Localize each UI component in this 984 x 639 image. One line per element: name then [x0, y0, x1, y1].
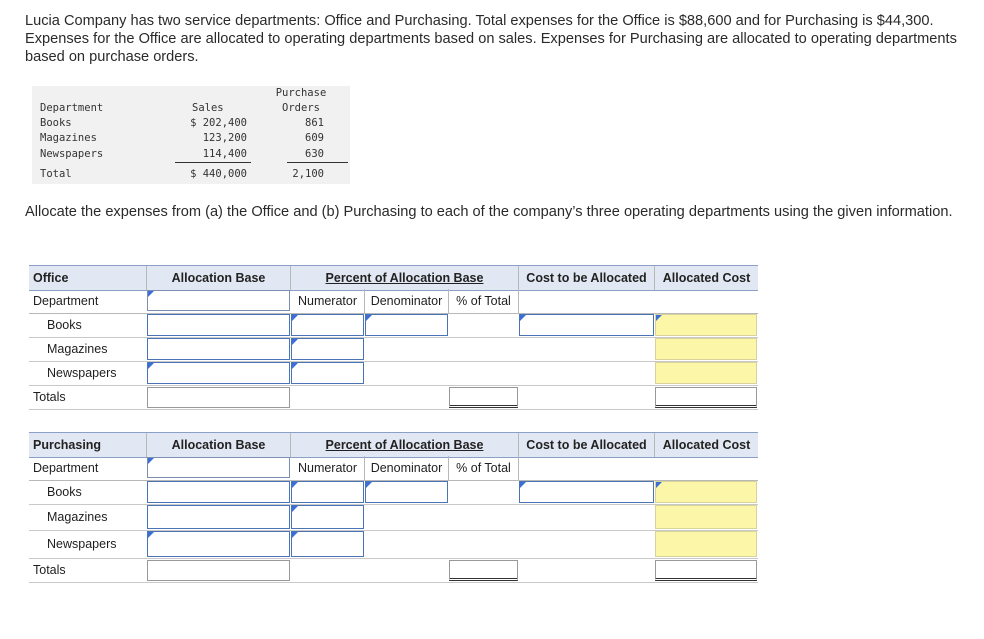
office-percent-header: Percent of Allocation Base: [325, 271, 484, 285]
office-department-label: Department: [33, 294, 99, 308]
purchasing-cost-header: Cost to be Allocated: [519, 433, 655, 457]
row-magazines-sales: 123,200: [202, 132, 247, 144]
office-row-newspapers: Newspapers: [47, 366, 117, 380]
office-base-header-input[interactable]: [147, 290, 290, 311]
office-newspapers-base-input[interactable]: [147, 362, 290, 384]
purchasing-books-numerator-input[interactable]: [291, 481, 364, 503]
row-magazines-dept: Magazines: [40, 132, 97, 144]
office-cost-header: Cost to be Allocated: [519, 266, 655, 290]
office-numerator-label: Numerator: [291, 289, 365, 313]
row-newspapers-dept: Newspapers: [40, 148, 104, 160]
office-newspapers-allocated-input[interactable]: [655, 362, 757, 384]
instruction-text: Allocate the expenses from (a) the Office and (b) Purchasing to each of the company’s three operating departments using the given information.: [25, 204, 953, 220]
office-books-denominator-input[interactable]: [365, 314, 448, 336]
department-data-table: [32, 86, 350, 184]
row-books-sales: $ 202,400: [190, 117, 247, 129]
purchasing-percent-header: Percent of Allocation Base: [325, 438, 484, 452]
office-books-base-input[interactable]: [147, 314, 290, 336]
office-allocation-base-header: Allocation Base: [147, 266, 291, 290]
office-books-allocated-input[interactable]: [655, 314, 757, 336]
purchasing-denominator-label: Denominator: [365, 456, 449, 480]
purchasing-magazines-allocated-input[interactable]: [655, 505, 757, 529]
purchasing-row-newspapers: Newspapers: [47, 537, 117, 551]
office-books-numerator-input[interactable]: [291, 314, 364, 336]
purchasing-title: Purchasing: [29, 433, 147, 457]
purchasing-numerator-label: Numerator: [291, 456, 365, 480]
office-title: Office: [29, 266, 147, 290]
office-totals-label: Totals: [33, 390, 66, 404]
row-newspapers-po: 630: [305, 148, 324, 160]
purchasing-magazines-base-input[interactable]: [147, 505, 290, 529]
header-sales: Sales: [192, 102, 224, 114]
row-books-po: 861: [305, 117, 324, 129]
office-newspapers-numerator-input[interactable]: [291, 362, 364, 384]
office-magazines-allocated-input[interactable]: [655, 338, 757, 360]
row-total-sales: $ 440,000: [190, 168, 247, 180]
purchasing-base-header-input[interactable]: [147, 457, 290, 478]
office-total-pct-input[interactable]: [449, 387, 518, 408]
office-total-allocated-input[interactable]: [655, 387, 757, 408]
office-magazines-base-input[interactable]: [147, 338, 290, 360]
header-po-1: Purchase: [275, 87, 327, 99]
purchasing-totals-label: Totals: [33, 563, 66, 577]
office-denominator-label: Denominator: [365, 289, 449, 313]
purchasing-newspapers-base-input[interactable]: [147, 531, 290, 557]
purchasing-newspapers-numerator-input[interactable]: [291, 531, 364, 557]
purchasing-books-base-input[interactable]: [147, 481, 290, 503]
purchasing-allocation-grid: [29, 432, 758, 582]
purchasing-magazines-numerator-input[interactable]: [291, 505, 364, 529]
row-magazines-po: 609: [305, 132, 324, 144]
office-magazines-numerator-input[interactable]: [291, 338, 364, 360]
header-po-2: Orders: [282, 102, 320, 114]
purchasing-allocation-base-header: Allocation Base: [147, 433, 291, 457]
row-total-dept: Total: [40, 168, 72, 180]
office-allocated-header: Allocated Cost: [662, 271, 751, 285]
office-row-magazines: Magazines: [47, 342, 108, 356]
purchasing-pct-label: % of Total: [449, 456, 519, 480]
office-allocation-grid: [29, 265, 758, 410]
purchasing-books-cost-input[interactable]: [519, 481, 654, 503]
purchasing-total-base-input[interactable]: [147, 560, 290, 581]
row-newspapers-sales: 114,400: [202, 148, 247, 160]
purchasing-row-books: Books: [47, 485, 82, 499]
office-pct-label: % of Total: [449, 289, 519, 313]
problem-intro: Lucia Company has two service departments: Office and Purchasing. Total expenses for the Office is $88,600 and for Purchasing is $44,300. Expenses for the Office are allocated to operating departments based on sales. Expenses for Purchasing are allocated to operating departments based on purchase orders.: [25, 13, 957, 65]
purchasing-total-pct-input[interactable]: [449, 560, 518, 581]
header-department: Department: [40, 102, 104, 114]
purchasing-total-allocated-input[interactable]: [655, 560, 757, 581]
purchasing-row-magazines: Magazines: [47, 510, 108, 524]
purchasing-department-label: Department: [33, 461, 99, 475]
office-total-base-input[interactable]: [147, 387, 290, 408]
purchasing-newspapers-allocated-input[interactable]: [655, 531, 757, 557]
purchasing-allocated-header: Allocated Cost: [662, 438, 751, 452]
office-books-cost-input[interactable]: [519, 314, 654, 336]
purchasing-books-denominator-input[interactable]: [365, 481, 448, 503]
row-total-po: 2,100: [292, 168, 324, 180]
purchasing-books-allocated-input[interactable]: [655, 481, 757, 503]
office-row-books: Books: [47, 318, 82, 332]
row-books-dept: Books: [40, 117, 72, 129]
